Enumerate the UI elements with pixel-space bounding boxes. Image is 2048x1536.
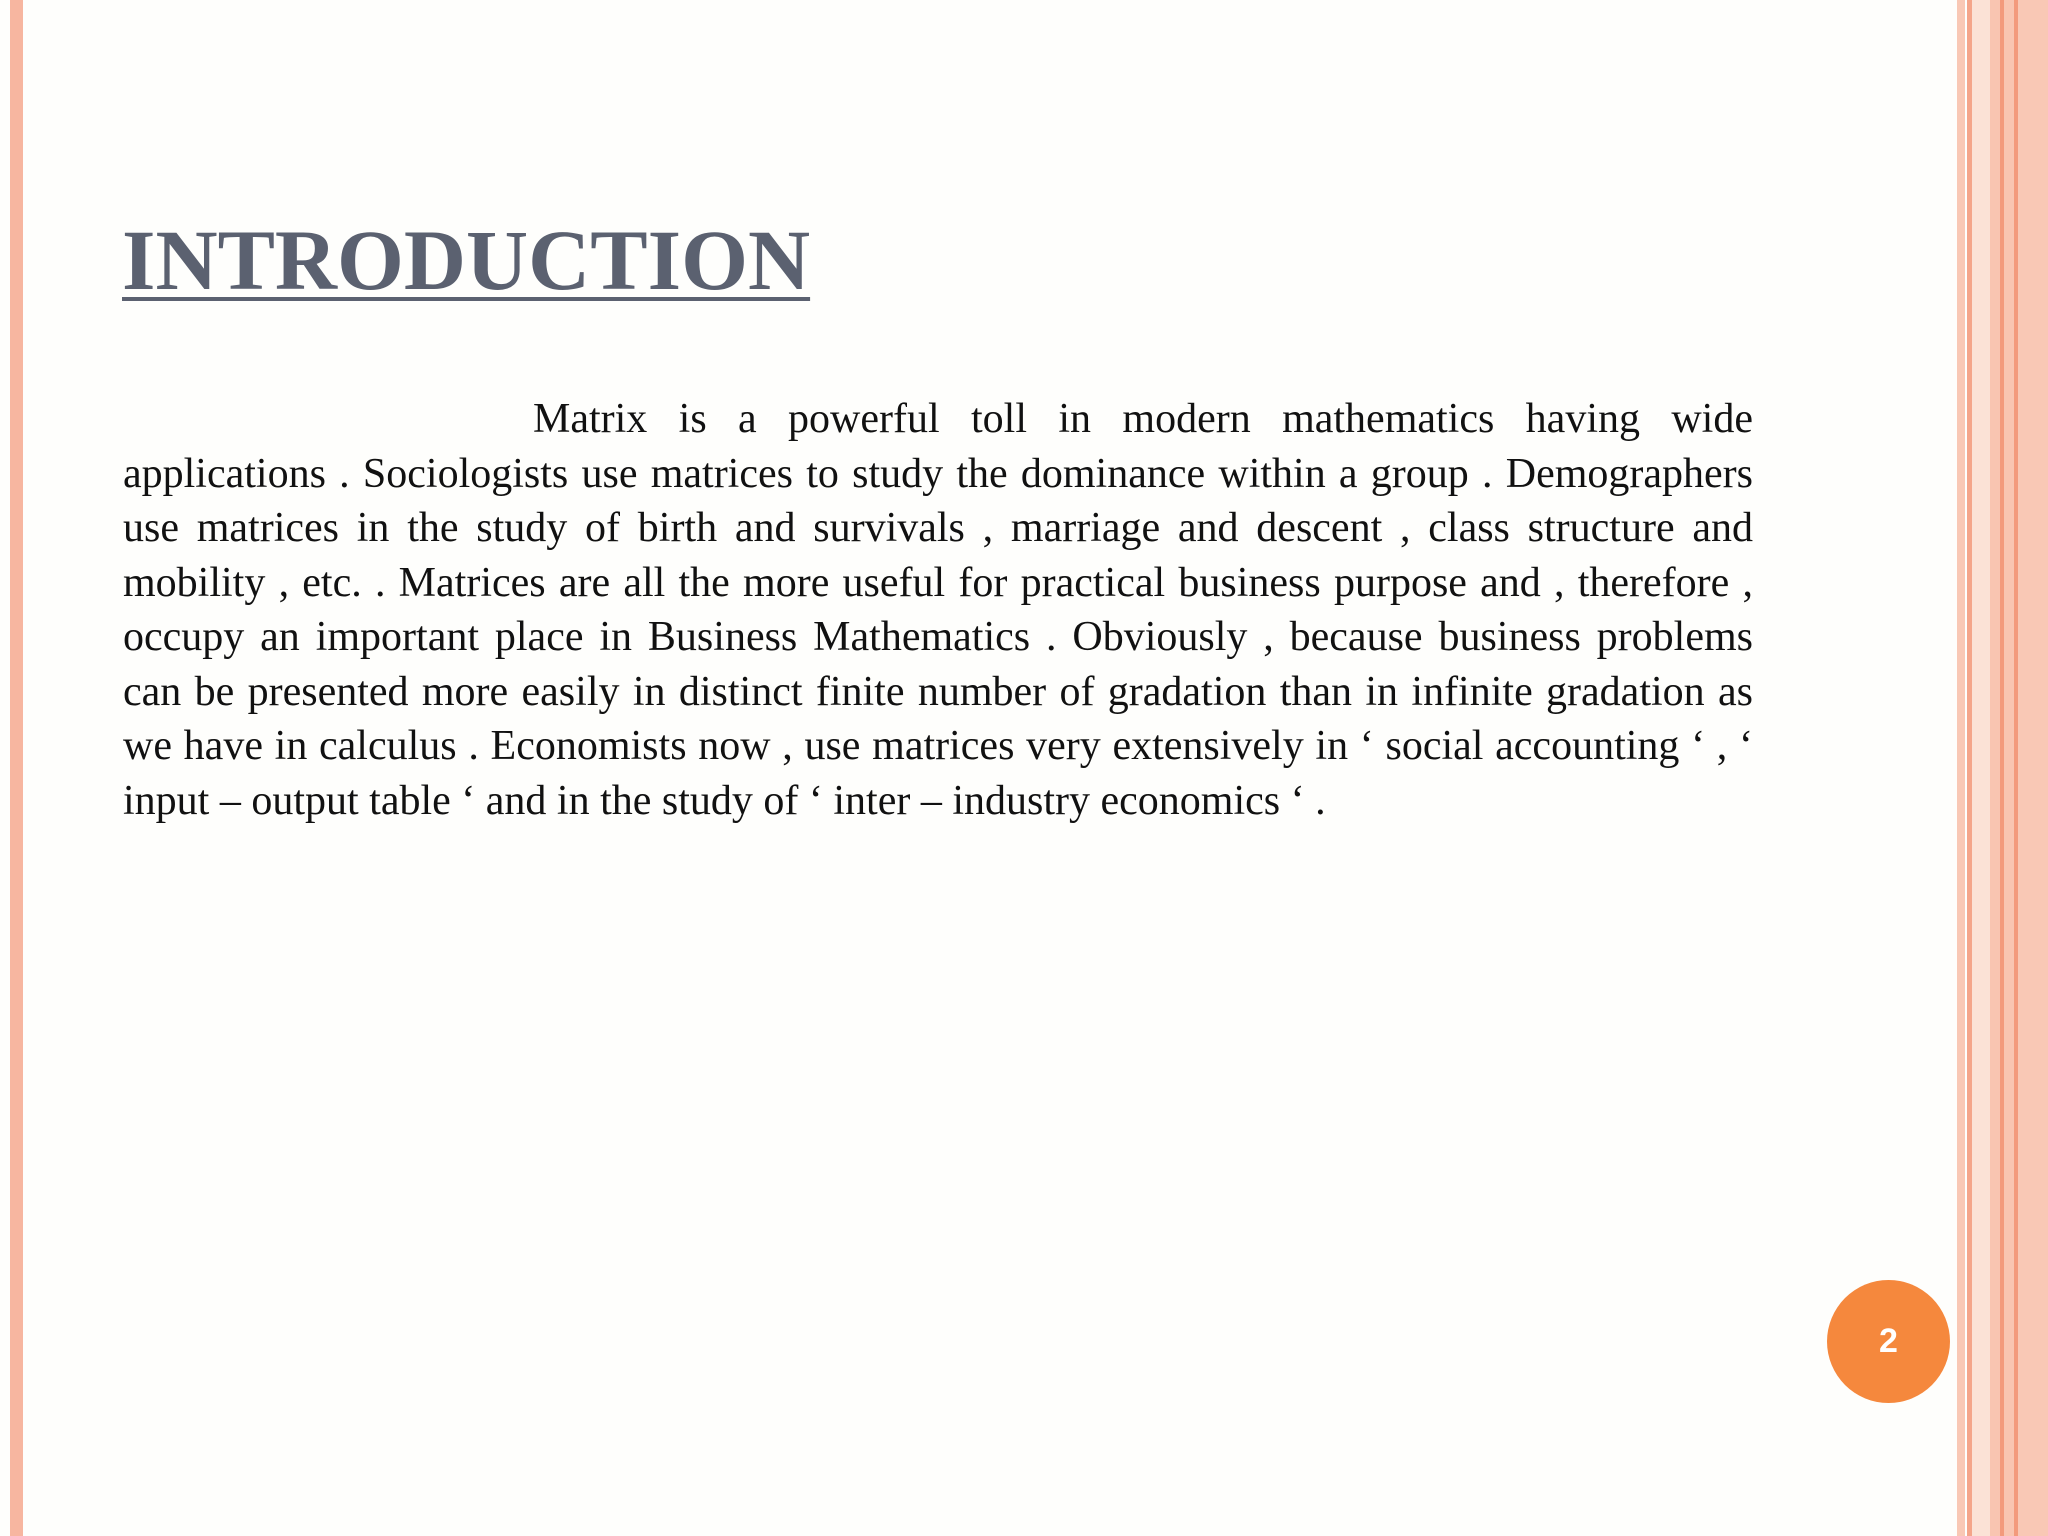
right-border-stripe	[2018, 0, 2048, 1536]
right-border-stripe	[1990, 0, 2000, 1536]
slide-body-text: Matrix is a powerful toll in modern mathematics having wide applications . Sociologists use matrices to study the dominance within a group . Demographers use matrices in the study of birth and survivals , marriage and descent , class structure and mobility , etc. . Matrices are all the more useful for practical business purpose and , therefore , occupy an important place in Business Mathematics . Obviously , because business problems can be presented more easily in distinct finite number of gradation than in infinite gradation as we have in calculus . Economists now , use matrices very extensively in ‘ social accounting ‘ , ‘ input – output table ‘ and in the study of ‘ inter – industry economics ‘ .	[123, 396, 1753, 824]
right-border-stripe	[1957, 0, 1965, 1536]
page-number-badge	[1827, 1280, 1950, 1403]
slide-title: INTRODUCTION	[122, 212, 811, 308]
right-border-stripe	[1972, 0, 1990, 1536]
page-number: 2	[1879, 1322, 1898, 1360]
left-border-strip	[10, 0, 23, 1536]
right-border-stripe	[2004, 0, 2014, 1536]
